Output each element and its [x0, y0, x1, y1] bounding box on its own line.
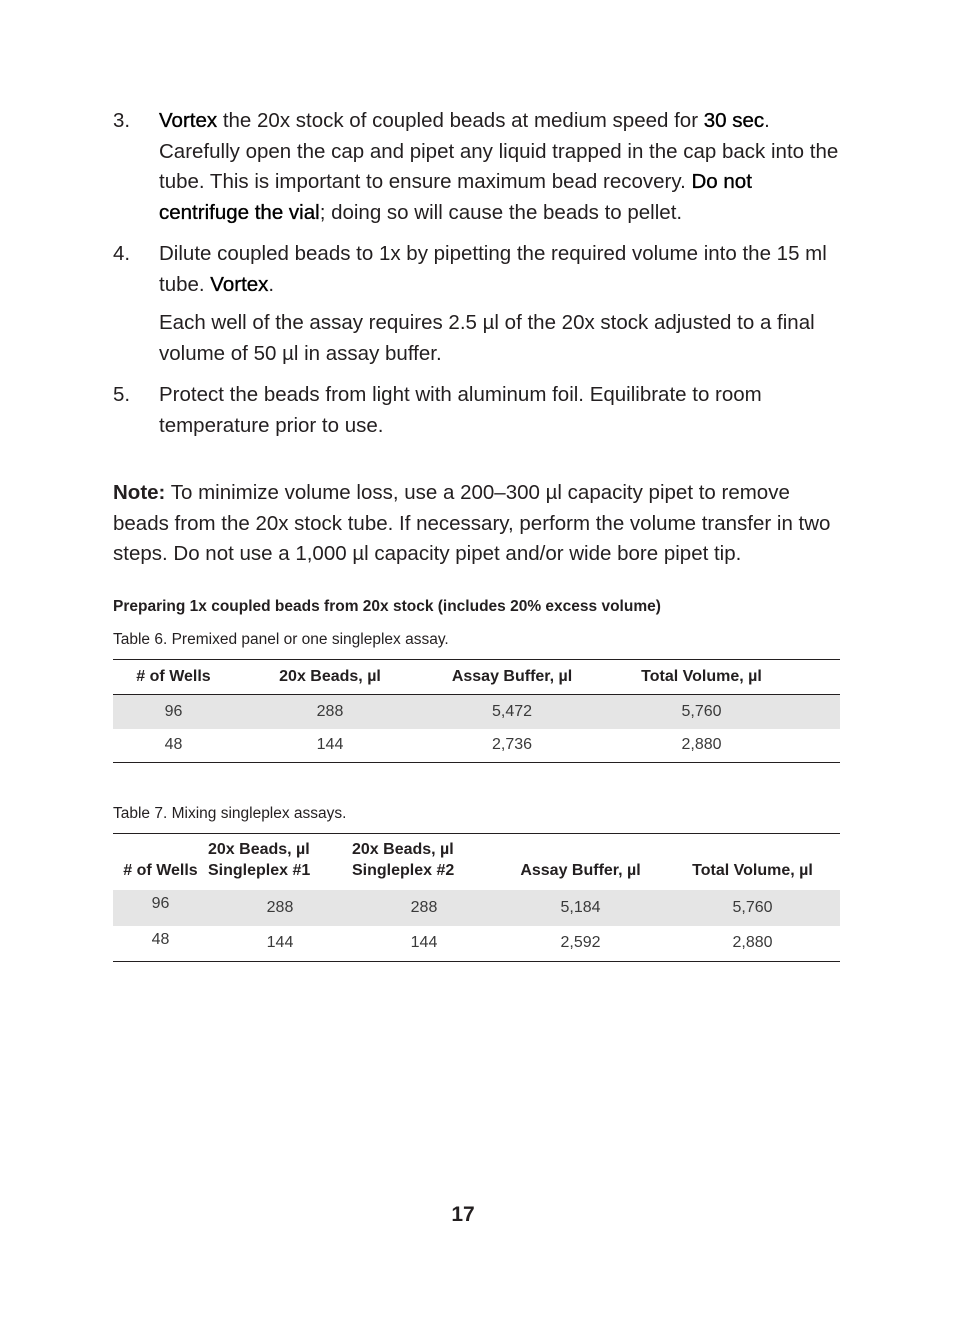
note-label: Note:	[113, 481, 166, 504]
spacer-cell	[805, 729, 840, 763]
table-cell: 288	[234, 695, 426, 729]
table-cell: 2,592	[560, 934, 601, 952]
column-header	[208, 834, 352, 890]
table-cell: 288	[352, 890, 496, 926]
table7-caption: Table 7. Mixing singleplex assays.	[113, 805, 347, 822]
emphasis-duration: 30 sec	[703, 109, 765, 132]
header-line: Singleplex #1	[208, 861, 311, 879]
column-header: # of Wells	[136, 668, 211, 685]
table-cell: 96	[113, 890, 208, 926]
table-cell: 2,880	[732, 934, 773, 952]
step-text-part: Dilute coupled beads to 1x by pipetting the required volume into the 15 ml tube.	[159, 242, 827, 296]
step-5	[113, 380, 843, 441]
table-cell: 2,880	[681, 736, 722, 754]
column-header: Assay Buffer, µl	[520, 861, 641, 879]
table-6	[113, 659, 840, 763]
table-cell: 5,472	[426, 695, 598, 729]
table-cell: 5,760	[665, 890, 840, 926]
column-header: # of Wells	[123, 861, 198, 879]
table-cell: 144	[316, 736, 344, 754]
table-cell: 96	[113, 695, 234, 729]
step-text: Protect the beads from light with aluminum foil. Equilibrate to room temperature prior to use.	[159, 383, 762, 437]
emphasis-vortex: Vortex	[210, 272, 269, 296]
table-row	[113, 695, 840, 729]
step-number: 3.	[113, 109, 131, 132]
note-text: To minimize volume loss, use a 200–300 µl capacity pipet to remove beads from the 20x stock tube. If necessary, perform the volume transfer in two steps. Do not use a 1,000 µl capacity pipet and/or wide bore pipet tip.	[113, 481, 831, 565]
column-header: Total Volume, µl	[692, 861, 813, 879]
note-paragraph	[113, 478, 843, 570]
spacer-cell	[805, 695, 840, 729]
step-number: 4.	[113, 242, 131, 265]
step-text-part: . Carefully open the cap and pipet any liquid trapped in the cap back into the tube. This is important to ensure maximum bead recovery.	[159, 109, 839, 193]
spacer-cell	[805, 660, 840, 695]
column-header: Assay Buffer, µl	[451, 668, 573, 685]
table-cell: 48	[164, 736, 183, 754]
step-subtext: Each well of the assay requires 2.5 µl of the 20x stock adjusted to a final volume of 50 µl in assay buffer.	[159, 311, 815, 365]
table-cell: 5,184	[496, 890, 665, 926]
step-text	[159, 106, 843, 228]
step-text	[159, 239, 843, 300]
table-cell: 48	[151, 930, 170, 948]
table-row	[113, 729, 840, 763]
step-text-part: the 20x stock of coupled beads at medium speed for	[217, 109, 704, 132]
emphasis-vortex: Vortex	[159, 109, 218, 132]
table-cell: 144	[410, 934, 438, 952]
table-cell: 288	[208, 890, 352, 926]
table-header-row	[113, 660, 840, 695]
header-line: 20x Beads, µl	[208, 840, 310, 858]
section-heading: Preparing 1x coupled beads from 20x stock (includes 20% excess volume)	[113, 598, 661, 615]
table-cell: 2,736	[491, 736, 533, 754]
table-7	[113, 833, 840, 962]
step-text-part: .	[268, 272, 275, 296]
step-3	[113, 106, 843, 228]
table-row	[113, 926, 840, 962]
step-text-part: ; doing so will cause the beads to pellet.	[319, 200, 683, 224]
table-cell: 5,760	[598, 695, 805, 729]
column-header: Total Volume, µl	[641, 668, 762, 685]
table-header-row	[113, 834, 840, 890]
column-header	[352, 834, 496, 890]
step-4	[113, 239, 843, 369]
procedure-steps	[113, 106, 843, 452]
header-line: Singleplex #2	[352, 861, 455, 879]
table6-caption: Table 6. Premixed panel or one singleplex assay.	[113, 631, 449, 648]
column-header: 20x Beads, µl	[279, 668, 381, 685]
table-row	[113, 890, 840, 926]
table-cell: 144	[266, 934, 294, 952]
emphasis-warning: Do not centrifuge the vial	[159, 170, 752, 224]
page-number: 17	[451, 1203, 475, 1226]
header-line: 20x Beads, µl	[352, 840, 454, 858]
step-number: 5.	[113, 383, 131, 406]
